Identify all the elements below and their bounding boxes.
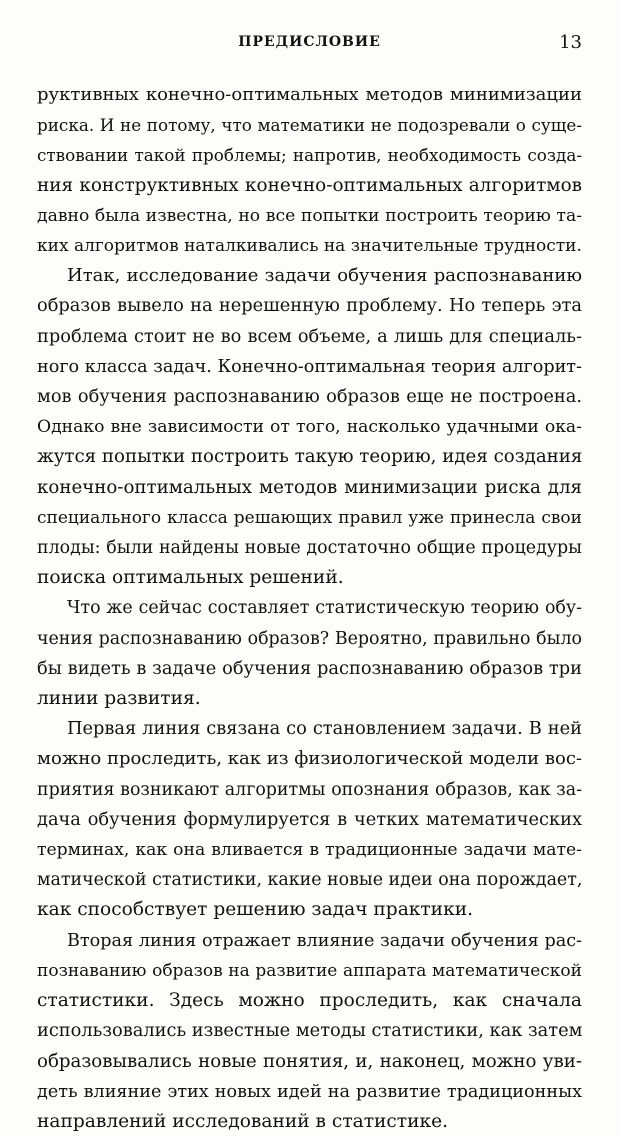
text-line: мов обучения распознаванию образов еще не построена. bbox=[37, 386, 582, 408]
text-line: терминах, как она вливается в традиционные задачи мате- bbox=[37, 840, 582, 861]
text-line: риска. И не потому, что математики не подозревали о суще- bbox=[37, 115, 582, 136]
text-line: использовались известные методы статистики, как затем bbox=[37, 1020, 583, 1042]
page-number: 13 bbox=[559, 32, 582, 53]
paragraph bbox=[37, 593, 582, 714]
text-line: поиска оптимальных решений. bbox=[37, 567, 344, 589]
paragraph bbox=[37, 714, 582, 925]
text-line: ного класса задач. Конечно-оптимальная теория алгорит- bbox=[37, 356, 582, 377]
text-line: Вторая линия отражает влияние задачи обучения рас- bbox=[67, 930, 582, 951]
text-line: Первая линия связана со становлением задачи. В ней bbox=[67, 718, 582, 740]
text-line: конечно-оптимальных методов минимизации риска для bbox=[37, 476, 582, 498]
text-line: ния конструктивных конечно-оптимальных алгоритмов bbox=[37, 174, 582, 196]
page-header bbox=[37, 34, 582, 54]
text-line: образовывались новые понятия, и, наконец, можно уви- bbox=[37, 1050, 582, 1072]
page-body bbox=[37, 80, 582, 1137]
text-line: приятия возникают алгоритмы опознания образов, как за- bbox=[37, 779, 582, 800]
paragraph bbox=[37, 926, 582, 1137]
text-line: образов вывело на нерешенную проблему. Но теперь эта bbox=[37, 295, 582, 317]
text-line: жутся попытки построить такую теорию, идея создания bbox=[37, 446, 583, 468]
text-line: дача обучения формулируется в четких математических bbox=[37, 808, 582, 830]
text-line: как способствует решению задач практики. bbox=[37, 899, 473, 921]
text-line: Что же сейчас составляет статистическую теорию обу- bbox=[67, 598, 582, 619]
text-line: статистики. Здесь можно проследить, как сначала bbox=[37, 990, 582, 1012]
text-line: руктивных конечно-оптимальных методов минимизации bbox=[37, 84, 582, 105]
text-line: ствовании такой проблемы; напротив, необходимость созда- bbox=[37, 145, 582, 166]
text-line: ких алгоритмов наталкивались на значительные трудности. bbox=[37, 236, 582, 257]
text-line: Однако вне зависимости от того, насколько удачными ока- bbox=[37, 417, 582, 438]
text-line: специального класса решающих правил уже принесла свои bbox=[37, 507, 582, 528]
text-line: линии развития. bbox=[37, 688, 201, 710]
paragraph bbox=[37, 261, 582, 593]
text-line: Итак, исследование задачи обучения распознаванию bbox=[67, 265, 582, 287]
running-title: ПРЕДИСЛОВИЕ bbox=[238, 34, 381, 50]
text-line: деть влияние этих новых идей на развитие традиционных bbox=[37, 1081, 582, 1102]
text-line: бы видеть в задаче обучения распознаванию образов три bbox=[37, 657, 582, 679]
text-line: матической статистики, какие новые идеи она порождает, bbox=[37, 870, 583, 891]
text-line: давно была известна, но все попытки построить теорию та- bbox=[37, 205, 582, 226]
text-line: направлений исследований в статистике. bbox=[37, 1110, 449, 1132]
text-line: познаванию образов на развитие аппарата математической bbox=[37, 960, 582, 981]
text-line: можно проследить, как из физиологической модели вос- bbox=[37, 748, 582, 770]
paragraph bbox=[37, 80, 582, 261]
text-line: чения распознаванию образов? Вероятно, правильно было bbox=[37, 628, 582, 649]
text-line: плоды: были найдены новые достаточно общие процедуры bbox=[37, 538, 582, 559]
text-line: проблема стоит не во всем объеме, а лишь для специаль- bbox=[37, 325, 582, 347]
